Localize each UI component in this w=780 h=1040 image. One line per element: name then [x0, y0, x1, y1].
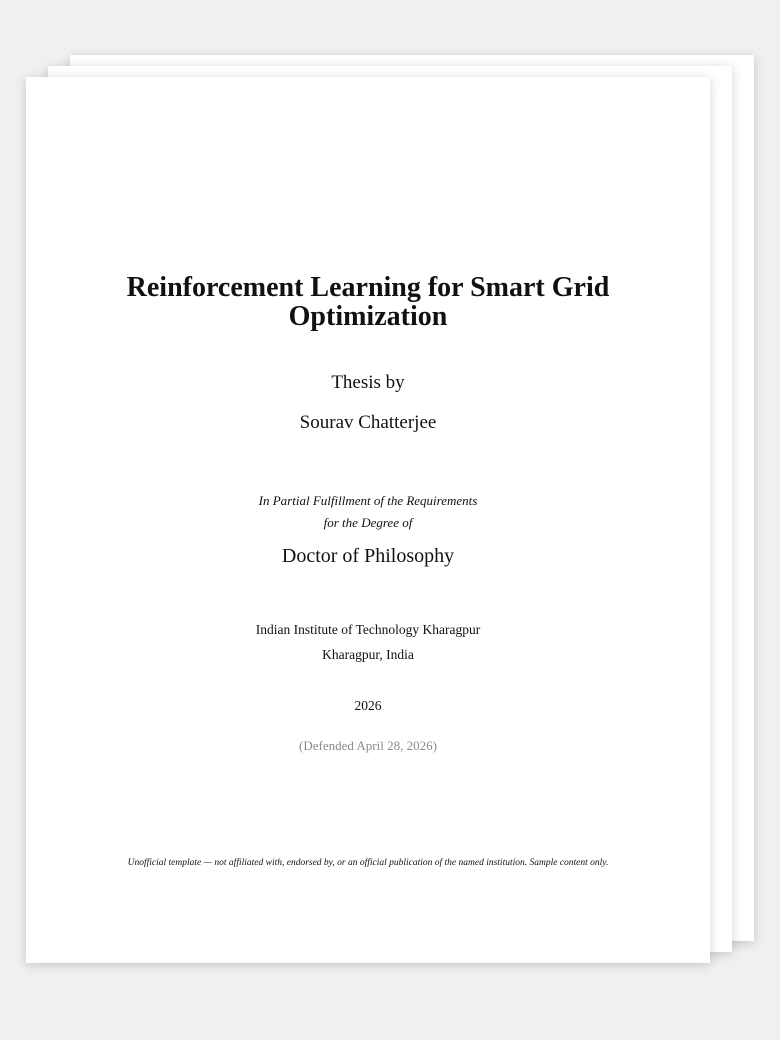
- disclaimer-note: Unofficial template — not affiliated with, endorsed by, or an official publication of the named institution. Sample content only.: [127, 858, 609, 868]
- fulfillment-line-2: for the Degree of: [323, 515, 413, 530]
- fulfillment-line-1: In Partial Fulfillment of the Requirements: [258, 493, 478, 508]
- thesis-title: [26, 273, 710, 331]
- thesis-by-label: Thesis by: [331, 372, 405, 393]
- author-name: Sourav Chatterjee: [299, 412, 437, 433]
- thesis-title-line-2: Optimization: [288, 301, 448, 332]
- fulfillment-statement: [26, 490, 710, 534]
- thesis-year: 2026: [354, 698, 382, 713]
- degree-name: Doctor of Philosophy: [281, 545, 455, 567]
- thesis-title-line-1: Reinforcement Learning for Smart Grid: [126, 272, 610, 303]
- institution-location: Kharagpur, India: [322, 647, 414, 662]
- title-page: [26, 77, 710, 963]
- institution-name: Indian Institute of Technology Kharagpur: [255, 622, 481, 637]
- defense-date: (Defended April 28, 2026): [299, 738, 437, 753]
